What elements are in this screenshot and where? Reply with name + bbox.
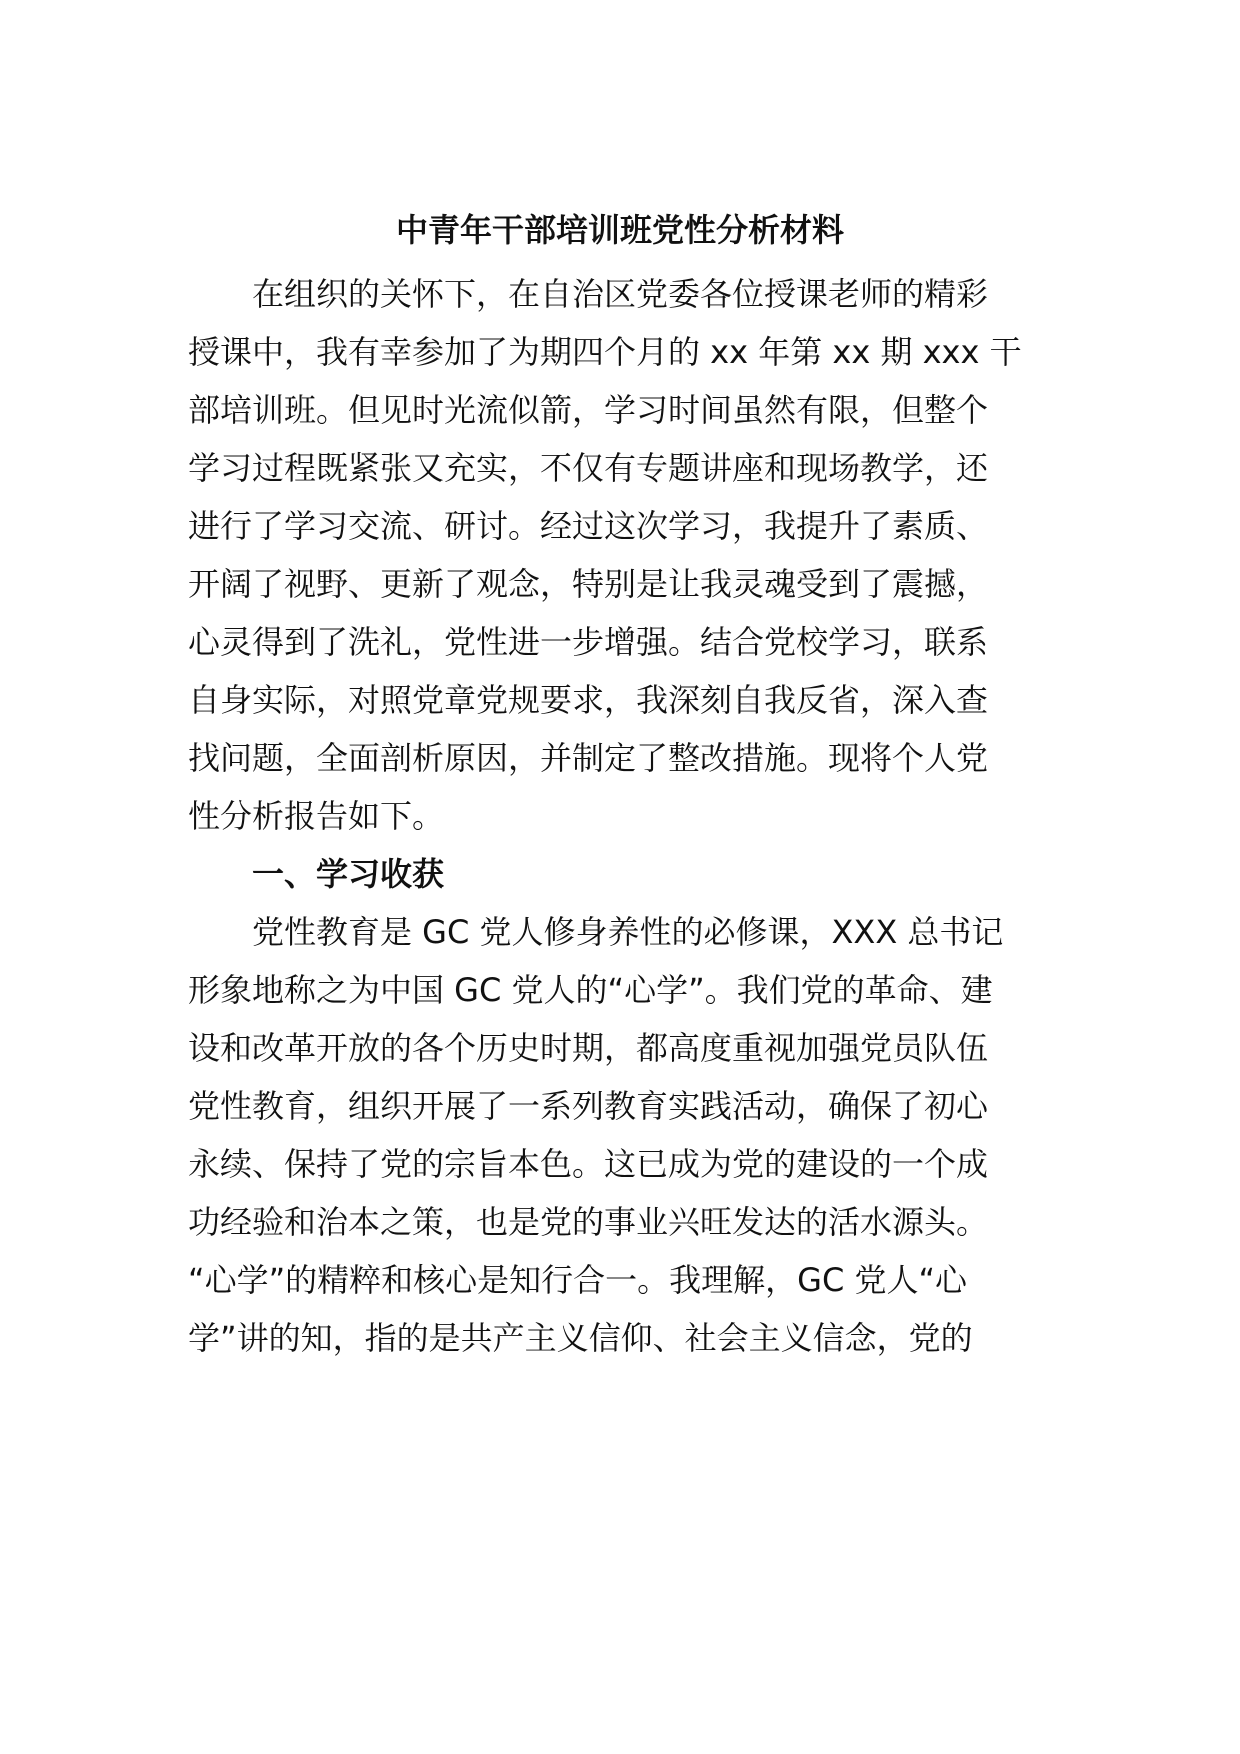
paragraph-line: 设和改革开放的各个历史时期，都高度重视加强党员队伍 xyxy=(188,1029,989,1067)
paragraph-line: 永续、保持了党的宗旨本色。这已成为党的建设的一个成 xyxy=(188,1145,989,1183)
paragraph-line: 心灵得到了洗礼，党性进一步增强。结合党校学习，联系 xyxy=(188,623,989,661)
paragraph-line: 党性教育是 GC 党人修身养性的必修课，XXX 总书记 xyxy=(252,913,1004,951)
paragraph-line: 授课中，我有幸参加了为期四个月的 xx 年第 xx 期 xxx 干 xyxy=(188,333,1022,371)
document-title: 中青年干部培训班党性分析材料 xyxy=(395,211,844,249)
paragraph-line: 开阔了视野、更新了观念，特别是让我灵魂受到了震撼， xyxy=(188,565,989,603)
paragraph-line: 学习过程既紧张又充实，不仅有专题讲座和现场教学，还 xyxy=(188,449,989,487)
paragraph-line: 找问题，全面剖析原因，并制定了整改措施。现将个人党 xyxy=(188,739,989,777)
paragraph-line: “心学”的精粹和核心是知行合一。我理解，GC 党人“心 xyxy=(188,1261,968,1299)
paragraph-line: 性分析报告如下。 xyxy=(188,797,445,835)
paragraph-line: 功经验和治本之策，也是党的事业兴旺发达的活水源头。 xyxy=(188,1203,989,1241)
paragraph-line: 形象地称之为中国 GC 党人的“心学”。我们党的革命、建 xyxy=(188,971,993,1009)
paragraph-line: 党性教育，组织开展了一系列教育实践活动，确保了初心 xyxy=(188,1087,989,1125)
paragraph-line: 部培训班。但见时光流似箭，学习时间虽然有限，但整个 xyxy=(188,391,989,429)
paragraph-line: 自身实际，对照党章党规要求，我深刻自我反省，深入查 xyxy=(188,681,989,719)
paragraph-line: 在组织的关怀下，在自治区党委各位授课老师的精彩 xyxy=(252,275,989,313)
paragraph-line: 学”讲的知，指的是共产主义信仰、社会主义信念，党的 xyxy=(188,1319,973,1357)
paragraph-line: 进行了学习交流、研讨。经过这次学习，我提升了素质、 xyxy=(188,507,989,545)
section-heading: 一、学习收获 xyxy=(252,855,445,893)
